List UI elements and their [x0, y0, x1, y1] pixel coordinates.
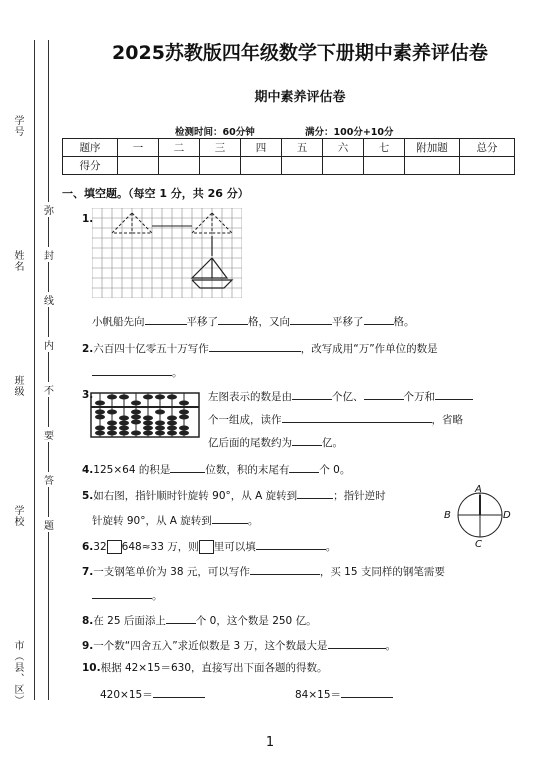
- field-school: 学校: [12, 505, 23, 527]
- score-table-cell: 总分: [460, 139, 515, 157]
- field-city: 市（县、区）: [12, 640, 23, 706]
- q6-digit-box[interactable]: [107, 540, 122, 554]
- q5-line1: 5.如右图，指针顺时针旋转 90°，从 A 旋转到 ；指针逆时: [82, 487, 386, 503]
- q6: 6.32 648≈33 万，则 里可以填 。: [82, 538, 336, 554]
- q5-line2: 针旋转 90°，从 A 旋转到 。: [92, 512, 258, 528]
- q8: 8.在 25 后面添上 个 0，这个数是 250 亿。: [82, 612, 317, 628]
- field-student-id: 学号: [12, 115, 23, 137]
- q1-blank-3[interactable]: [290, 313, 332, 325]
- field-name: 姓名: [12, 250, 23, 272]
- score-input-cell[interactable]: [364, 157, 405, 175]
- score-input-cell[interactable]: [118, 157, 159, 175]
- page-subtitle: 期中素养评估卷: [254, 90, 346, 105]
- q3-blank-3[interactable]: [435, 388, 473, 400]
- seal-char-7: 答: [44, 472, 54, 487]
- q4: 4.125×64 的积是 位数，积的末尾有 个 0。: [82, 461, 350, 477]
- score-input-cell[interactable]: [323, 157, 364, 175]
- score-input-cell[interactable]: [159, 157, 200, 175]
- q7-line2: 。: [92, 587, 163, 603]
- exam-score: 满分：100分+10分: [305, 127, 394, 138]
- score-table-cell: 三: [200, 139, 241, 157]
- q3-number: 3.: [82, 389, 94, 401]
- q10-a: 420×15＝: [100, 686, 205, 702]
- score-table-cell: 四: [241, 139, 282, 157]
- seal-char-2: 封: [44, 247, 54, 262]
- q3-blank-5[interactable]: [292, 434, 322, 446]
- q2: 2.六百四十亿零五十万写作 ，改写成用“万”作单位的数是: [82, 340, 438, 356]
- compass-label-a: A: [475, 484, 482, 495]
- q1-text: 小帆船先向 平移了 格，又向 平移了 格。: [92, 313, 415, 329]
- q1-blank-2[interactable]: [218, 313, 248, 325]
- score-table-cell: 六: [323, 139, 364, 157]
- q4-blank-2[interactable]: [289, 461, 319, 473]
- q1-blank-4[interactable]: [364, 313, 394, 325]
- score-row-label: 得分: [63, 157, 118, 175]
- sailboat-grid-figure: [92, 208, 242, 298]
- q1-number: 1.: [82, 213, 94, 225]
- q4-blank-1[interactable]: [170, 461, 205, 473]
- field-class: 班级: [12, 375, 23, 397]
- score-table-cell: 二: [159, 139, 200, 157]
- seal-char-4: 内: [44, 337, 54, 352]
- q10: 10.根据 42×15＝630，直接写出下面各题的得数。: [82, 662, 328, 674]
- compass-label-b: B: [444, 510, 451, 521]
- q10-blank-a[interactable]: [153, 686, 205, 698]
- q6-digit-box-ref: [199, 540, 214, 554]
- score-input-cell[interactable]: [200, 157, 241, 175]
- q5-blank-1[interactable]: [297, 487, 333, 499]
- score-table-cell: 七: [364, 139, 405, 157]
- page-title: 2025苏教版四年级数学下册期中素养评估卷: [112, 42, 488, 64]
- binding-line-left: [34, 40, 35, 700]
- score-input-cell[interactable]: [460, 157, 515, 175]
- score-table-cell: 附加题: [405, 139, 460, 157]
- score-table: [62, 138, 515, 175]
- seal-char-6: 要: [44, 427, 54, 442]
- exam-time: 检测时间：60分钟: [175, 127, 255, 138]
- q9-blank-1[interactable]: [328, 637, 386, 649]
- score-input-cell[interactable]: [282, 157, 323, 175]
- score-table-cell: 题序: [63, 139, 118, 157]
- q7-blank-2[interactable]: [92, 587, 152, 599]
- score-input-cell[interactable]: [241, 157, 282, 175]
- abacus-figure: [90, 392, 200, 438]
- seal-char-1: 弥: [44, 202, 54, 217]
- q6-blank-1[interactable]: [256, 538, 326, 550]
- q2-blank-2[interactable]: [92, 364, 172, 376]
- q7-blank-1[interactable]: [250, 563, 320, 575]
- seal-char-3: 线: [44, 292, 54, 307]
- q9: 9.一个数“四舍五入”求近似数是 3 万，这个数最大是 。: [82, 637, 396, 653]
- section-1-heading: 一、填空题。（每空 1 分，共 26 分）: [62, 187, 249, 200]
- q3-line3: 亿后面的尾数约为 亿。: [208, 434, 343, 450]
- q3-line1: 左图表示的数是由 个亿、 个万和: [208, 388, 473, 404]
- q7-line1: 7.一支钢笔单价为 38 元，可以写作 ，买 15 支同样的钢笔需要: [82, 563, 445, 579]
- seal-char-5: 不: [44, 382, 54, 397]
- score-table-cell: 一: [118, 139, 159, 157]
- q5-blank-2[interactable]: [212, 512, 248, 524]
- q10-b: 84×15＝: [295, 686, 393, 702]
- seal-char-8: 题: [44, 517, 54, 532]
- score-table-cell: 五: [282, 139, 323, 157]
- q3-blank-1[interactable]: [292, 388, 332, 400]
- compass-label-d: D: [503, 510, 511, 521]
- q1-blank-1[interactable]: [145, 313, 187, 325]
- q3-blank-2[interactable]: [364, 388, 404, 400]
- score-input-cell[interactable]: [405, 157, 460, 175]
- score-table-score-row: [63, 157, 515, 175]
- q2-line2: 。: [92, 364, 183, 380]
- binding-line-right: [48, 40, 49, 700]
- q3-blank-4[interactable]: [282, 411, 432, 423]
- page-number: 1: [265, 735, 275, 750]
- q2-blank-1[interactable]: [209, 340, 301, 352]
- q8-blank-1[interactable]: [166, 612, 196, 624]
- q3-line2: 个一组成，读作 ，省略: [208, 411, 463, 427]
- q10-blank-b[interactable]: [341, 686, 393, 698]
- score-table-header-row: [63, 139, 515, 157]
- compass-label-c: C: [475, 539, 482, 550]
